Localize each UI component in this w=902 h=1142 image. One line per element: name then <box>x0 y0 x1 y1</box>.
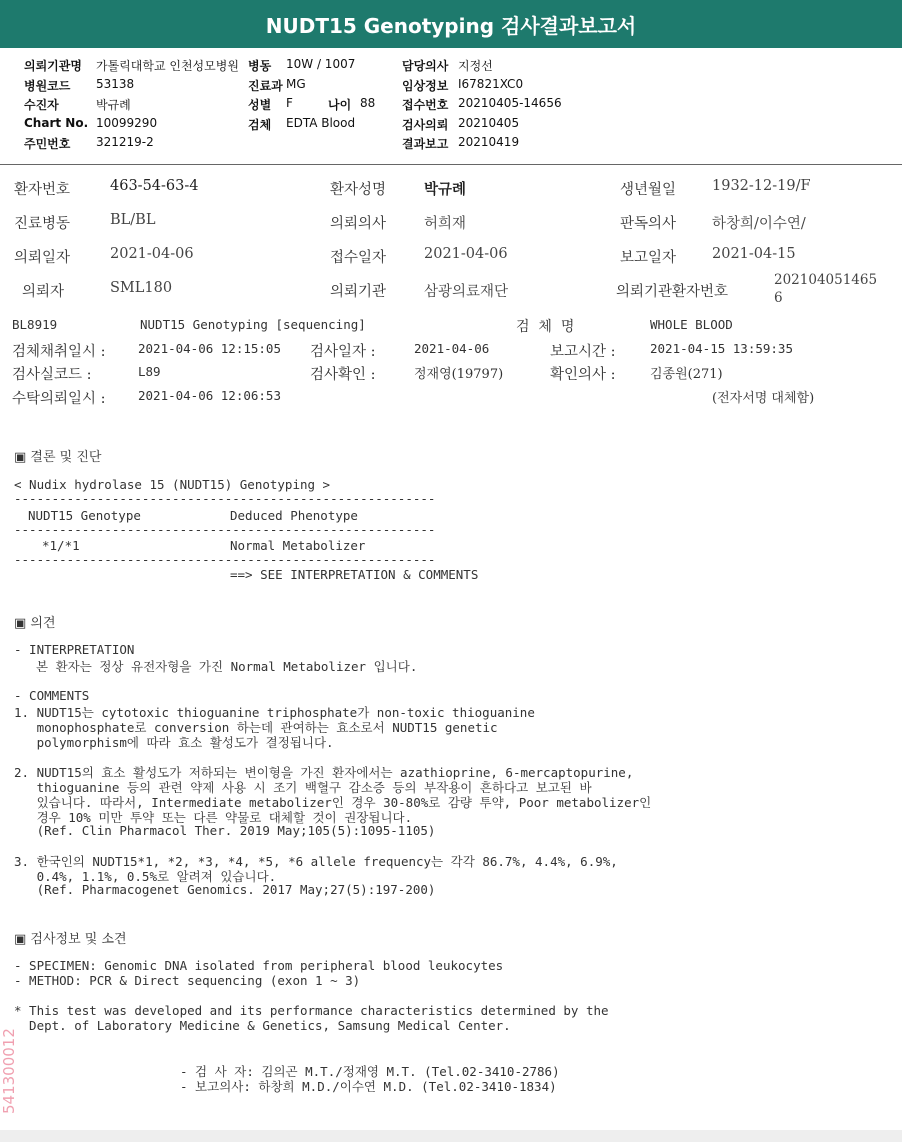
comments-title: - COMMENTS <box>14 688 90 703</box>
req-date-label: 의뢰일자 <box>14 250 71 266</box>
ward-2: BL/BL <box>110 212 156 228</box>
patient-id-label: 환자번호 <box>14 182 71 198</box>
chart-no: 10099290 <box>96 116 158 130</box>
test-request: 20210405 <box>458 116 520 130</box>
receipt-no-label: 접수번호 <box>402 98 449 112</box>
side-number: 541300012 <box>0 1028 18 1114</box>
ref-pt-no-2: 6 <box>774 290 783 306</box>
report-title: NUDT15 Genotyping 검사결과보고서 <box>0 0 902 48</box>
confirm-label: 검사확인 : <box>310 367 376 383</box>
institution-label: 의뢰기관명 <box>24 59 82 73</box>
hospital-code: 53138 <box>96 77 135 91</box>
consign-label: 수탁의뢰일시 : <box>12 391 106 407</box>
doctor-label: 담당의사 <box>402 59 449 73</box>
interp-title: - INTERPRETATION <box>14 642 135 657</box>
requester: SML180 <box>110 280 173 296</box>
interp-text: 본 환자는 정상 유전자형을 가진 Normal Metabolizer 입니다. <box>36 659 418 674</box>
doctor: 지정선 <box>458 59 493 73</box>
rep-date: 2021-04-15 <box>712 246 796 262</box>
comment-line: (Ref. Pharmacogenet Genomics. 2017 May;27(5):197-200) <box>14 882 436 897</box>
rec-date: 2021-04-06 <box>424 246 508 262</box>
ward-label: 병동 <box>248 59 272 73</box>
ward: 10W / 1007 <box>286 57 356 71</box>
specimen-name-label: 검 체 명 <box>516 319 575 335</box>
patient-id: 463-54-63-4 <box>110 178 199 194</box>
conclusion-subtitle: < Nudix hydrolase 15 (NUDT15) Genotyping > <box>14 477 331 492</box>
confirm-doc-label: 확인의사 : <box>550 367 616 383</box>
report-time: 2021-04-15 13:59:35 <box>650 341 793 356</box>
specimen-name: WHOLE BLOOD <box>650 317 733 332</box>
consign: 2021-04-06 12:06:53 <box>138 388 281 403</box>
collect-label: 검체채취일시 : <box>12 344 106 360</box>
esign-note: (전자서명 대체함) <box>712 391 815 406</box>
room: L89 <box>138 364 161 379</box>
report-time-label: 보고시간 : <box>550 344 616 360</box>
specimen-note: - SPECIMEN: Genomic DNA isolated from peripheral blood leukocytes <box>14 958 504 973</box>
comment-line: thioguanine 등의 관련 약제 사용 시 조기 백혈구 감소증 등의 부작용이 흔하다고 보고된 바 <box>14 780 592 795</box>
rec-date-label: 접수일자 <box>330 250 387 266</box>
comment-line: 있습니다. 따라서, Intermediate metabolizer인 경우 30-80%로 감량 투약, Poor metabolizer인 <box>14 795 652 810</box>
comment-line: 2. NUDT15의 효소 활성도가 저하되는 변이형을 가진 환자에서는 azathioprine, 6-mercaptopurine, <box>14 765 634 780</box>
meta-block <box>0 0 902 160</box>
genotype-value: *1/*1 <box>42 538 80 553</box>
comment-line: monophosphate로 conversion 하는데 관여하는 효소로서 NUDT15 genetic <box>14 720 498 735</box>
ref-pt-no-label: 의뢰기관환자번호 <box>616 284 729 300</box>
dash-line: -------------------------------------------------------- <box>14 491 436 506</box>
dev-note: Dept. of Laboratory Medicine & Genetics, Samsung Medical Center. <box>14 1018 511 1033</box>
ward-label-2: 진료병동 <box>14 216 71 232</box>
method-note: - METHOD: PCR & Direct sequencing (exon 1 ~ 3) <box>14 973 361 988</box>
dev-note: * This test was developed and its performance characteristics determined by the <box>14 1003 609 1018</box>
reporter-signature: - 보고의사: 하창희 M.D./이수연 M.D. (Tel.02-3410-1834) <box>180 1079 557 1094</box>
test-date-label: 검사일자 : <box>310 344 376 360</box>
tester-signature: - 검 사 자: 김의곤 M.T./정재영 M.T. (Tel.02-3410-2786) <box>180 1064 560 1079</box>
clinical-label: 임상정보 <box>402 79 449 93</box>
comment-line: 3. 한국인의 NUDT15*1, *2, *3, *4, *5, *6 allele frequency는 각각 86.7%, 4.4%, 6.9%, <box>14 854 618 869</box>
rrn: 321219-2 <box>96 135 154 149</box>
comment-line: 0.4%, 1.1%, 0.5%로 알려져 있습니다. <box>14 869 277 884</box>
dash-line: -------------------------------------------------------- <box>14 522 436 537</box>
comment-line: polymorphism에 따라 효소 활성도가 결정됩니다. <box>14 735 334 750</box>
reader: 하창희/이수연/ <box>712 216 806 232</box>
col-phenotype: Deduced Phenotype <box>230 508 358 523</box>
ref-inst-label: 의뢰기관 <box>330 284 387 300</box>
comment-line: 경우 10% 미만 투약 또는 다른 약물로 대체할 것이 권장됩니다. <box>14 810 413 825</box>
dash-line: -------------------------------------------------------- <box>14 552 436 567</box>
clinical: I67821XC0 <box>458 77 524 91</box>
chart-label: Chart No. <box>24 116 89 130</box>
confirm: 정재영(19797) <box>414 367 504 382</box>
confirm-doc: 김종원(271) <box>650 367 723 382</box>
col-genotype: NUDT15 Genotype <box>28 508 141 523</box>
receipt-no: 20210405-14656 <box>458 96 562 110</box>
dob-label: 생년월일 <box>620 182 677 198</box>
specimen: EDTA Blood <box>286 116 356 130</box>
ref-pt-no-1: 202104051465 <box>774 272 878 288</box>
ref-doctor-label: 의뢰의사 <box>330 216 387 232</box>
opinion-heading: ▣ 의견 <box>14 616 56 631</box>
requester-label: 의뢰자 <box>22 284 65 300</box>
institution: 가톨릭대학교 인천성모병원 <box>96 59 239 73</box>
conclusion-heading: ▣ 결론 및 진단 <box>14 450 102 465</box>
rrn-label: 주민번호 <box>24 137 71 151</box>
reader-label: 판독의사 <box>620 216 677 232</box>
comment-line: (Ref. Clin Pharmacol Ther. 2019 May;105(5):1095-1105) <box>14 823 436 838</box>
ref-inst: 삼광의료재단 <box>424 284 509 300</box>
sex: F <box>286 96 293 110</box>
age: 88 <box>360 96 376 110</box>
req-date: 2021-04-06 <box>110 246 194 262</box>
collect: 2021-04-06 12:15:05 <box>138 341 281 356</box>
test-code: BL8919 <box>12 317 58 332</box>
test-name: NUDT15 Genotyping [sequencing] <box>140 317 366 332</box>
comment-line: 1. NUDT15는 cytotoxic thioguanine triphosphate가 non-toxic thioguanine <box>14 705 535 720</box>
footer-bar <box>0 1130 902 1142</box>
test-request-label: 검사의뢰 <box>402 118 449 132</box>
phenotype-value: Normal Metabolizer <box>230 538 366 553</box>
report-label: 결과보고 <box>402 137 449 151</box>
ref-doctor: 허희재 <box>424 216 467 232</box>
test-date: 2021-04-06 <box>414 341 490 356</box>
patient-name-label: 환자성명 <box>330 182 387 198</box>
divider <box>0 164 902 165</box>
room-label: 검사실코드 : <box>12 367 92 383</box>
dept-label: 진료과 <box>248 79 283 93</box>
patient-name: 박규례 <box>424 181 467 198</box>
info-heading: ▣ 검사정보 및 소견 <box>14 932 127 947</box>
specimen-label: 검체 <box>248 118 272 132</box>
dept: MG <box>286 77 306 91</box>
see-note: ==> SEE INTERPRETATION & COMMENTS <box>230 567 479 582</box>
rep-date-label: 보고일자 <box>620 250 677 266</box>
hospital-code-label: 병원코드 <box>24 79 71 93</box>
report-date: 20210419 <box>458 135 520 149</box>
examinee: 박규례 <box>96 98 131 112</box>
examinee-label: 수진자 <box>24 98 59 112</box>
dob: 1932-12-19/F <box>712 178 811 194</box>
sex-label: 성별 <box>248 98 272 112</box>
age-label: 나이 <box>328 98 352 112</box>
